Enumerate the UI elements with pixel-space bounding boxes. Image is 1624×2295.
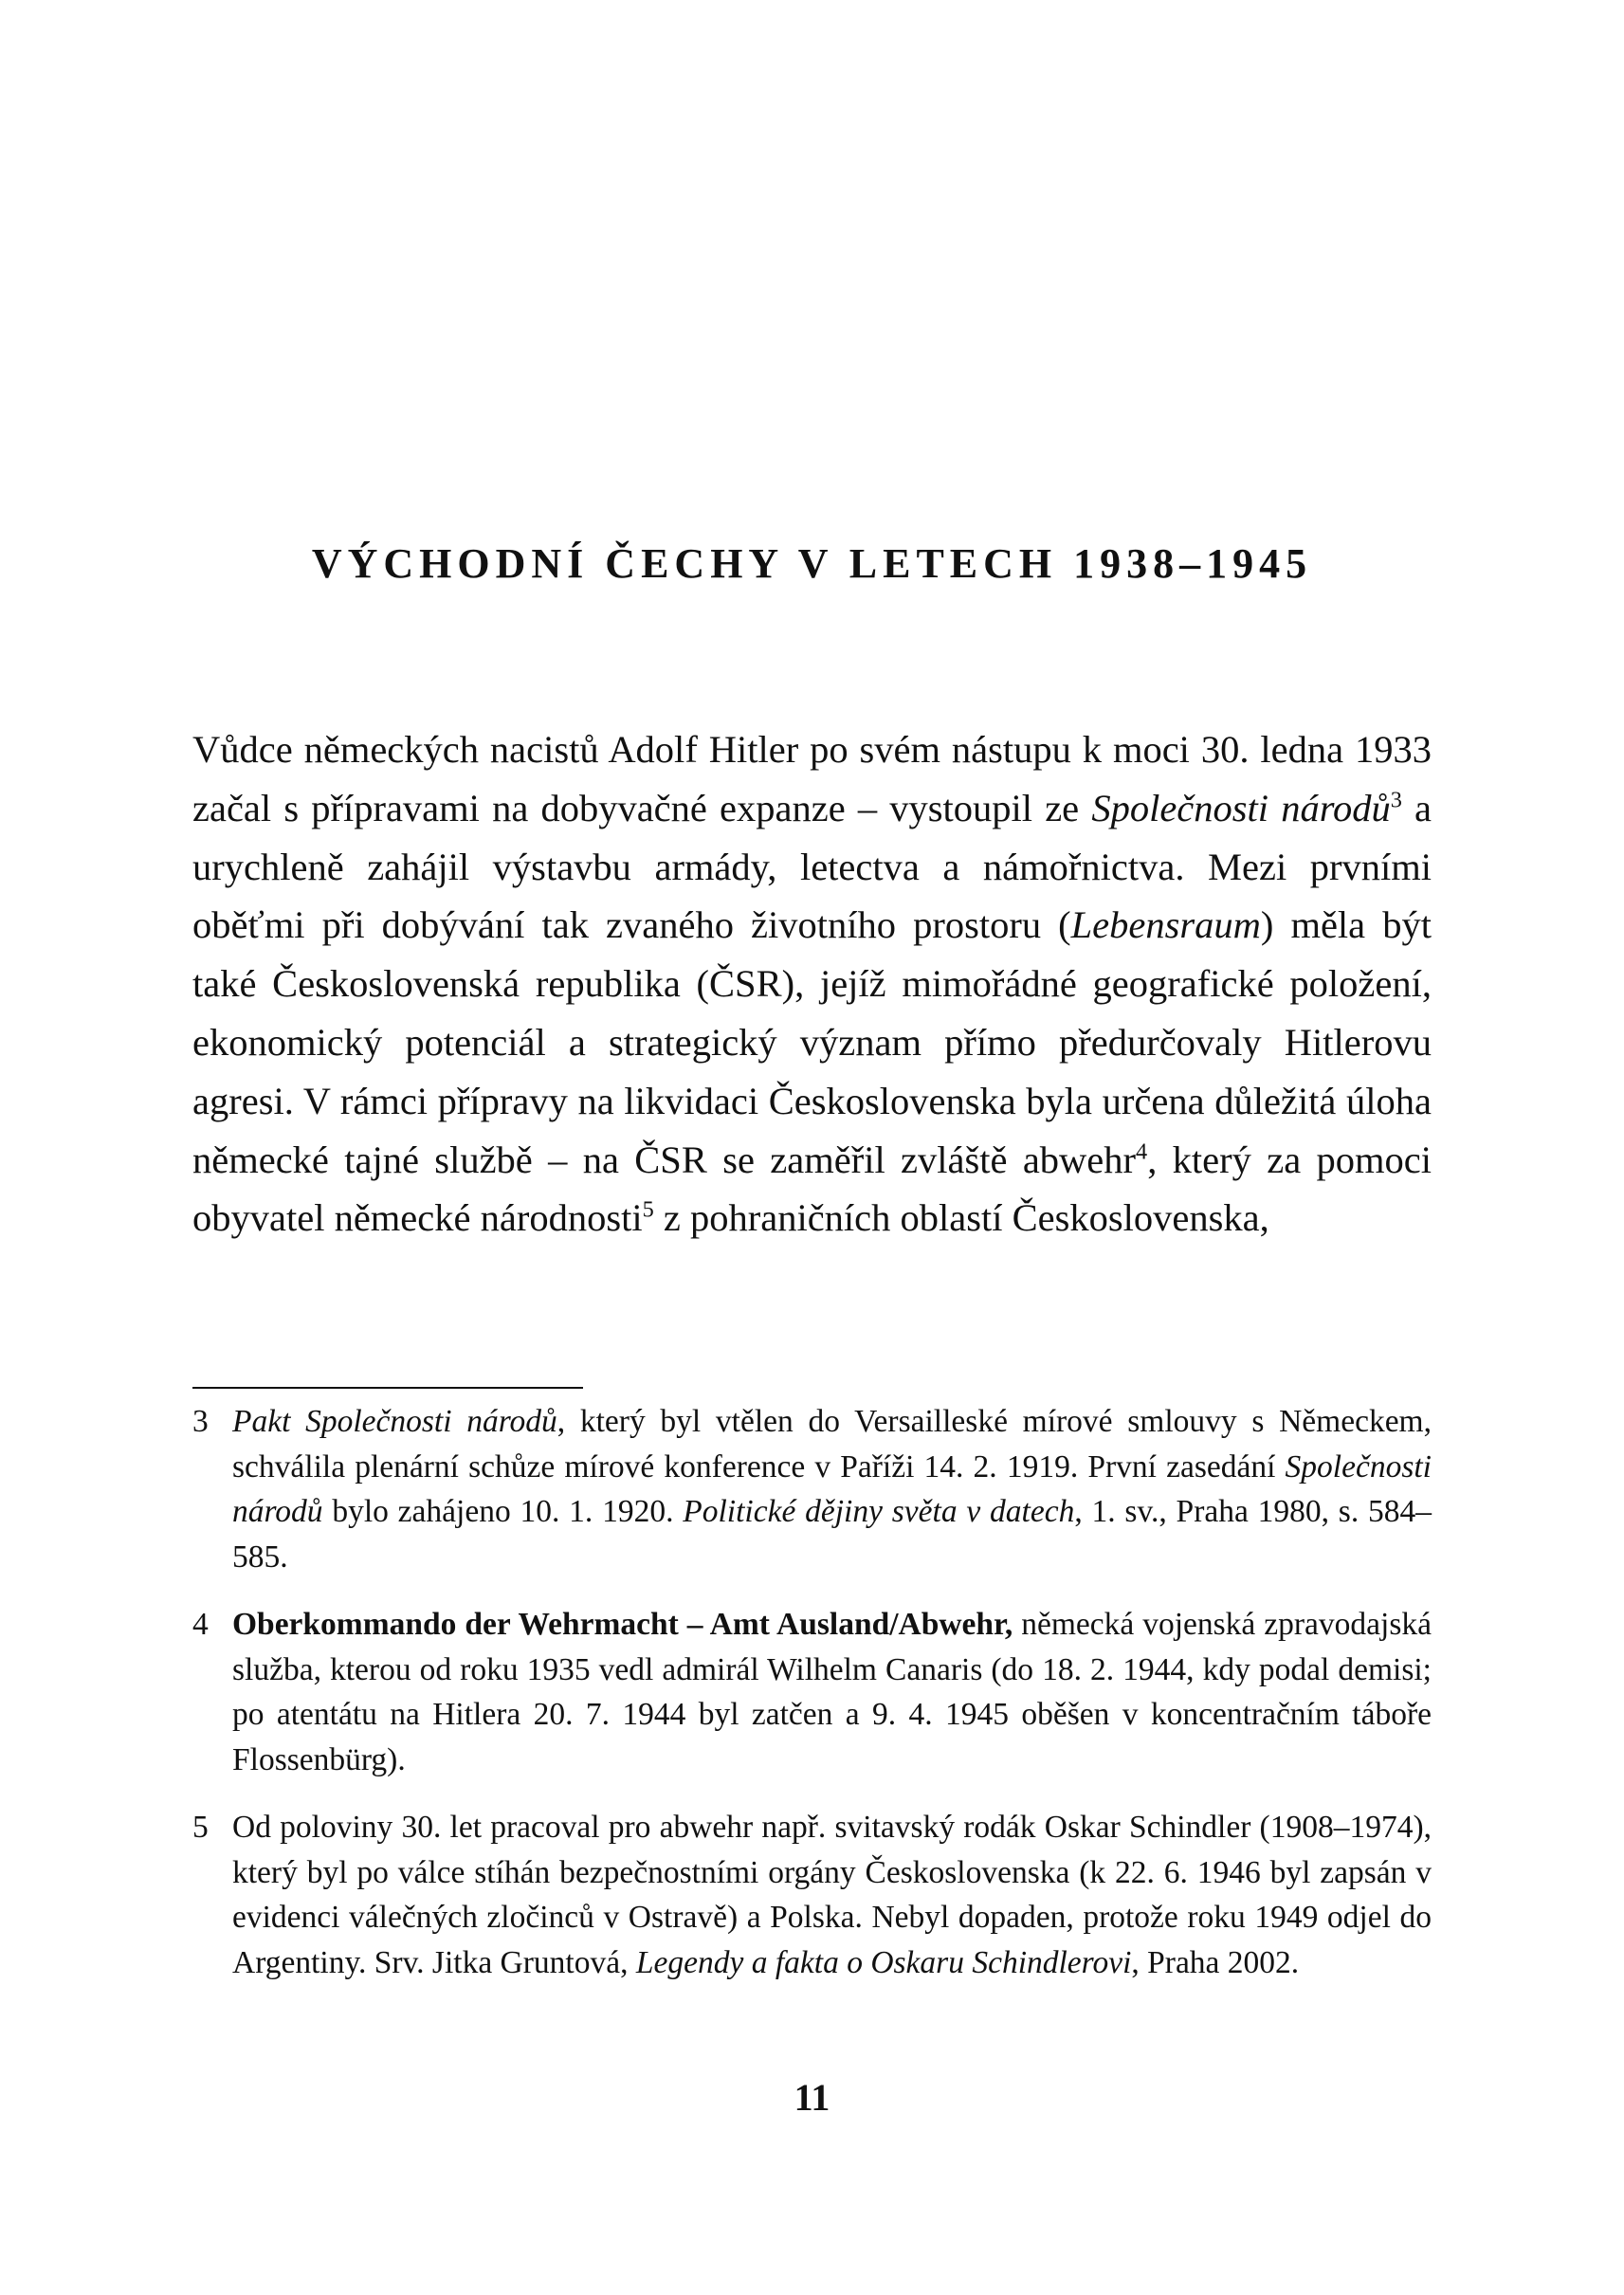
body-text-run: z pohraničních oblastí Československa, [653, 1196, 1269, 1240]
footnote-text-run: , který byl vtělen do Versailleské mírové smlouvy s Německem, schválila plenární schůze mírové konference v Paříži 14. 2. 1919. První zasedání [232, 1404, 1432, 1484]
footnote-ref-5: 5 [642, 1196, 654, 1223]
chapter-title: VÝCHODNÍ ČECHY V LETECH 1938–1945 [311, 540, 1313, 587]
footnote-emphasis: Společnosti národů [232, 1448, 1432, 1529]
footnote-emphasis: Pakt Společnosti národů [232, 1404, 557, 1439]
footnote-text-run: , 1. sv., Praha 1980, s. 584–585. [232, 1494, 1432, 1575]
footnote-number: 4 [192, 1607, 209, 1642]
footnote-text-run: , Praha 2002. [1131, 1944, 1300, 1980]
footnote-emphasis: Politické dějiny světa v datech [683, 1494, 1075, 1529]
footnotes-section [192, 1399, 1432, 2008]
footnote-text [232, 1602, 1432, 1782]
footnote-number: 5 [192, 1810, 209, 1845]
footnote-divider [192, 1387, 583, 1389]
footnote-text [232, 1399, 1432, 1579]
footnote-4 [192, 1602, 1432, 1782]
body-emphasis: Společnosti národů [1091, 786, 1391, 829]
footnote-number: 3 [192, 1404, 209, 1439]
page-number: 11 [794, 2076, 830, 2119]
footnote-text-run: německá vojenská zpravodajská služba, kterou od roku 1935 vedl admirál Wilhelm Canaris (do 18. 2. 1944, kdy podal demisi; po atentátu na Hitlera 20. 7. 1944 byl zatčen a 9. 4. 1945 oběšen v koncentračním táboře Flossenbürg). [232, 1607, 1432, 1777]
footnote-5 [192, 1805, 1432, 1985]
body-paragraph [192, 720, 1432, 1248]
footnote-ref-3: 3 [1390, 787, 1402, 813]
footnote-text [232, 1805, 1432, 1985]
body-text-run: ) měla být také Československá republika (ČSR), jejíž mimořádné geografické položení, ekonomický potenciál a strategický význam přímo předurčovaly Hitlerovu agresi. V rámci přípravy na likvidaci Československa byla určena důležitá úloha německé tajné službě – na ČSR se zaměřil zvláště abwehr [192, 903, 1432, 1181]
footnote-text-run: bylo zahájeno 10. 1. 1920. [322, 1494, 684, 1529]
body-text-run: , který za pomoci obyvatel německé národnosti [192, 1138, 1432, 1240]
footnote-strong: Oberkommando der Wehrmacht – Amt Ausland/Abwehr, [232, 1607, 1013, 1642]
footnote-3 [192, 1399, 1432, 1579]
footnote-ref-4: 4 [1136, 1138, 1148, 1165]
footnote-text-run: Od poloviny 30. let pracoval pro abwehr např. svitavský rodák Oskar Schindler (1908–1974), který byl po válce stíhán bezpečnostními orgány Československa (k 22. 6. 1946 byl zapsán v evidenci válečných zločinců v Ostravě) a Polska. Nebyl dopaden, protože roku 1949 odjel do Argentiny. Srv. Jitka Gruntová, [232, 1810, 1432, 1980]
body-emphasis: Lebensraum [1070, 903, 1261, 947]
footnote-emphasis: Legendy a fakta o Oskaru Schindlerovi [635, 1944, 1132, 1980]
body-text-run: a urychleně zahájil výstavbu armády, letectva a námořnictva. Mezi prvními oběťmi při dobývání tak zvaného životního prostoru ( [192, 786, 1432, 947]
body-text-run: Vůdce německých nacistů Adolf Hitler po svém nástupu k moci 30. ledna 1933 začal s přípravami na dobyvačné expanze – vystoupil ze [192, 728, 1432, 829]
